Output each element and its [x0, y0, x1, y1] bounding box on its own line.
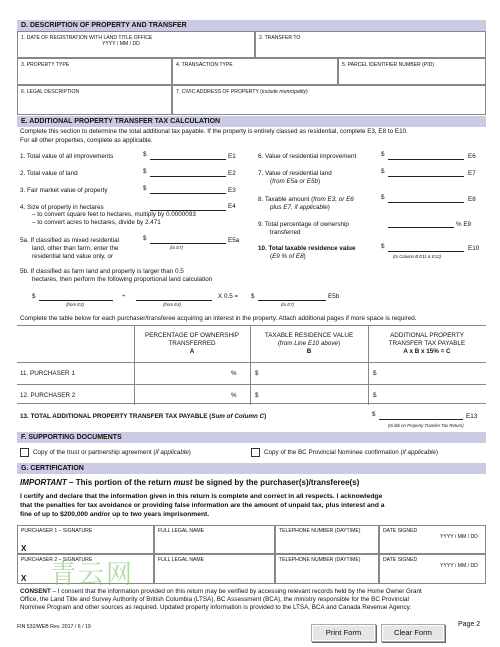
e2-label: 2. Total value of land [20, 170, 78, 177]
field-label: 7. CIVIC ADDRESS OF PROPERTY (include municipality) [176, 89, 308, 95]
e1-code: E1 [228, 153, 236, 160]
e5a-sub: (to E7) [170, 245, 183, 250]
col-b-header: TAXABLE RESIDENCE VALUE (from Line E10 above) B [264, 332, 354, 355]
watermark-logo: 青云网 [50, 560, 135, 590]
signature-mark: X [21, 544, 27, 553]
e6-label: 6. Value of residential improvement [258, 153, 357, 160]
e4-note-1: – to convert square feet to hectares, multiply by 0.0000093 [32, 211, 196, 218]
nominee-confirmation-checkbox[interactable] [251, 448, 260, 457]
dollar-sign: $ [143, 235, 147, 242]
e8-label: 8. Taxable amount (from E3, or E6 [258, 196, 354, 203]
purchaser-2-percentage[interactable] [135, 385, 243, 404]
field-label: 3. PROPERTY TYPE [21, 62, 70, 68]
e10-code: E10 [468, 245, 480, 252]
field-label: 1. DATE OF REGISTRATION WITH LAND TITLE OFFICE [21, 35, 153, 41]
field-label: 2. TRANSFER TO [259, 35, 301, 41]
e5b-sub-3: (to E7) [281, 302, 294, 307]
consent-text-1: CONSENT – I consent that the information provided on this return may be verified by accessing relevant records held by the Home Owner Grant [20, 588, 422, 595]
total-input[interactable] [379, 419, 463, 420]
e5b-sub-1: (from E2) [66, 302, 84, 307]
section-e-header: E. ADDITIONAL PROPERTY TRANSFER TAX CALCULATION [17, 116, 486, 127]
e5a-label-1: 5a. If classified as mixed residential [20, 237, 120, 244]
col-a-header: PERCENTAGE OF OWNERSHIP TRANSFERRED A [145, 332, 239, 355]
legal-description-field[interactable] [17, 85, 172, 115]
registration-date-field[interactable] [17, 31, 255, 58]
e9-label-2: transferred [270, 229, 301, 236]
section-f-header: F. SUPPORTING DOCUMENTS [17, 432, 486, 443]
field-label: 4. TRANSACTION TYPE [176, 62, 233, 68]
table-intro: Complete the table below for each purchaser/transferee acquiring an interest in the property. Attach additional pages if more space is required. [20, 315, 417, 322]
e5a-input[interactable] [150, 243, 226, 244]
e4-note-2: – to convert acres to hectares, divide by 2.471 [32, 219, 161, 226]
e10-label-2: (E9 % of E8) [270, 253, 306, 260]
e5a-code: E5a [228, 237, 240, 244]
clear-form-button[interactable]: Clear Form [381, 624, 445, 642]
purchaser-1-signature[interactable] [17, 525, 154, 554]
field-format: YYYY / MM / DD [440, 563, 478, 569]
purchaser-1-date[interactable] [379, 525, 486, 554]
e8-label-2: plus E7, if applicable) [270, 204, 330, 211]
e3-label: 3. Fair market value of property [20, 187, 108, 194]
field-label: 6. LEGAL DESCRIPTION [21, 89, 80, 95]
purchaser-2-label: 12. PURCHASER 2 [20, 392, 76, 399]
e8-input[interactable] [388, 202, 464, 203]
field-label: TELEPHONE NUMBER (DAYTIME) [279, 528, 361, 534]
field-format: YYYY / MM / DD [102, 41, 140, 47]
print-form-button[interactable]: Print Form [311, 624, 376, 642]
e3-code: E3 [228, 187, 236, 194]
dollar-sign: $ [143, 168, 147, 175]
dollar-sign: $ [255, 370, 259, 377]
percent-sign: % [231, 392, 237, 399]
field-label: FULL LEGAL NAME [158, 557, 205, 563]
e6-code: E6 [468, 153, 476, 160]
e10-sub: (to Column B E11 & E12) [393, 254, 441, 259]
purchaser-1-value[interactable] [262, 363, 366, 383]
field-label: DATE SIGNED [383, 557, 418, 563]
e5b-input-3[interactable] [258, 300, 326, 301]
purchaser-2-tax[interactable] [380, 385, 484, 404]
purchaser-2-phone[interactable] [275, 554, 379, 584]
pid-field[interactable] [338, 58, 486, 85]
transaction-type-field[interactable] [172, 58, 338, 85]
purchaser-2-value[interactable] [262, 385, 366, 404]
e10-input[interactable] [388, 251, 464, 252]
e2-input[interactable] [150, 176, 226, 177]
page-number: Page 2 [458, 621, 481, 628]
e3-input[interactable] [150, 193, 226, 194]
trust-agreement-checkbox[interactable] [20, 448, 29, 457]
dollar-sign: $ [251, 293, 255, 300]
e1-input[interactable] [150, 159, 226, 160]
e7-label-2: (from E5a or E5b) [270, 178, 321, 185]
consent-text-3: Nominee Program and other sources as required. Updated property information is provided to the LTSA, BCA and Canada Revenue Agency. [20, 604, 412, 611]
property-type-field[interactable] [17, 58, 172, 85]
purchaser-table [17, 325, 486, 404]
field-label: 5. PARCEL IDENTIFIER NUMBER (PID) [342, 62, 434, 68]
nominee-confirmation-label: Copy of the BC Provincial Nominee confirmation (if applicable) [264, 449, 438, 456]
purchaser-1-tax[interactable] [380, 363, 484, 383]
purchaser-1-name[interactable] [154, 525, 275, 554]
dollar-sign: $ [372, 411, 376, 418]
multiply-label: X 0.5 = [218, 293, 239, 300]
e1-label: 1. Total value of all improvements [20, 153, 114, 160]
purchaser-1-percentage[interactable] [135, 363, 243, 383]
field-label: PURCHASER 2 – SIGNATURE [21, 557, 93, 563]
section-e-intro: Complete this section to determine the total additional tax payable. If the property is entirely classed as residential, complete E3, E8 to E10. [20, 128, 408, 135]
dollar-sign: $ [143, 151, 147, 158]
consent-text-2: Office, the Land Title and Survey Authority of British Columbia (LTSA), BC Assessment (BCA), the ministry responsible for the BC Provincial [20, 596, 409, 603]
field-label: PURCHASER 1 – SIGNATURE [21, 528, 93, 534]
certification-text-3: fine of up to $200,000 and/or up to two years imprisonment. [20, 511, 210, 518]
percent-sign: % [231, 370, 237, 377]
e4-code: E4 [228, 203, 236, 210]
purchaser-2-name[interactable] [154, 554, 275, 584]
dollar-sign: $ [373, 370, 377, 377]
section-d-header: D. DESCRIPTION OF PROPERTY AND TRANSFER [17, 20, 486, 31]
civic-address-field[interactable] [172, 85, 486, 115]
dollar-sign: $ [255, 392, 259, 399]
e5a-label-3: residential land value only, or [32, 253, 114, 260]
dollar-sign: $ [381, 243, 385, 250]
e5b-input-1[interactable] [39, 300, 113, 301]
e5b-input-2[interactable] [136, 300, 212, 301]
e9-code: % E9 [456, 221, 472, 228]
signature-mark: X [21, 574, 27, 583]
section-e-intro-2: For all other properties, complete as applicable. [20, 137, 153, 144]
section-g-header: G. CERTIFICATION [17, 463, 486, 474]
e5b-sub-2: (from E4) [163, 302, 181, 307]
dollar-sign: $ [143, 185, 147, 192]
dollar-sign: $ [381, 151, 385, 158]
field-format: YYYY / MM / DD [440, 534, 478, 540]
purchaser-2-date[interactable] [379, 554, 486, 584]
purchaser-1-phone[interactable] [275, 525, 379, 554]
e7-code: E7 [468, 170, 476, 177]
field-label: TELEPHONE NUMBER (DAYTIME) [279, 557, 361, 563]
e5b-label-2: hectares, then perform the following proportional land calculation [32, 276, 213, 283]
important-notice: IMPORTANT – This portion of the return must be signed by the purchaser(s)/transferee(s) [20, 478, 360, 487]
e9-label: 9. Total percentage of ownership [258, 221, 349, 228]
total-label: 13. TOTAL ADDITIONAL PROPERTY TRANSFER TAX PAYABLE (Sum of Column C) [20, 413, 267, 420]
e4-label: 4. Size of property in hectares [20, 204, 104, 211]
col-c-header: ADDITIONAL PROPERTY TRANSFER TAX PAYABLE A x B x 15% = C [388, 332, 466, 355]
e2-code: E2 [228, 170, 236, 177]
trust-agreement-label: Copy of the trust or partnership agreement (if applicable) [33, 449, 191, 456]
e7-input[interactable] [388, 176, 464, 177]
total-code: E13 [466, 413, 478, 420]
certification-text-2: that the penalties for tax avoidance or providing false information are the amount of unpaid tax, plus interest and a [20, 502, 385, 509]
dollar-sign: $ [373, 392, 377, 399]
e8-code: E8 [468, 196, 476, 203]
form-id: FIN 532/WEB Rev. 2017 / 6 / 19 [17, 624, 91, 630]
dollar-sign: $ [32, 293, 36, 300]
field-label: DATE SIGNED [383, 528, 418, 534]
e9-input[interactable] [388, 227, 454, 228]
e7-label: 7. Value of residential land [258, 170, 332, 177]
e6-input[interactable] [388, 159, 464, 160]
divide-sign: ÷ [122, 293, 126, 300]
purchaser-1-label: 11. PURCHASER 1 [20, 370, 75, 377]
dollar-sign: $ [381, 168, 385, 175]
e5b-code: E5b [328, 293, 340, 300]
e5a-label-2: land, other than farm, enter the [32, 245, 119, 252]
certification-text-1: I certify and declare that the information given in this return is complete and correct in all respects. I acknowledge [20, 493, 383, 500]
e5b-label-1: 5b. If classified as farm land and property is larger than 0.5 [20, 268, 184, 275]
transfer-to-field[interactable] [255, 31, 486, 58]
field-label: FULL LEGAL NAME [158, 528, 205, 534]
total-sub: (to l6b on Property Transfer Tax Return) [388, 423, 464, 428]
e10-label: 10. Total taxable residence value [258, 245, 356, 252]
dollar-sign: $ [381, 194, 385, 201]
